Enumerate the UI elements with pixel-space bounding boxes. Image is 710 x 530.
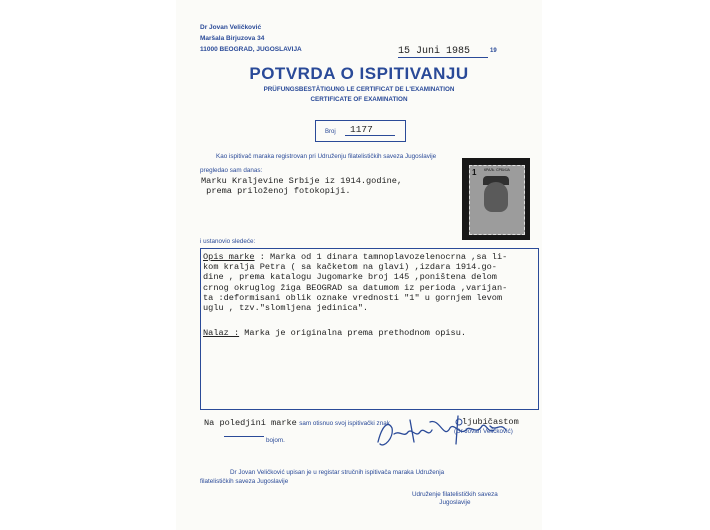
- signature-stroke: [378, 416, 506, 445]
- inspection-mark-icon: [456, 419, 462, 425]
- finding-text: Marka je originalna prema prethodnom opisu.: [239, 328, 467, 338]
- certificate-number: 1177: [350, 124, 373, 135]
- signer-name: (Dr Jovan Veličković): [454, 428, 513, 435]
- examined-subject: Marku Kraljevine Srbije iz 1914.godine, prema priloženoj fotokopiji.: [201, 176, 403, 196]
- color-line: [224, 436, 264, 437]
- established-label: i ustanovio sledeće:: [200, 238, 256, 245]
- bojom-label: bojom.: [266, 437, 285, 444]
- stamp-value: 1: [472, 168, 477, 177]
- intro-line-1: Kao ispitivač maraka registrovan pri Udruženju filatelističkih saveza Jugoslavije: [216, 153, 437, 160]
- stamp-portrait: [484, 182, 508, 212]
- title-en: CERTIFICATE OF EXAMINATION: [310, 96, 408, 103]
- description-text: : Marka od 1 dinara tamnoplavozelenocrna ,sa li- kom kralja Petra ( sa kačketom na glavi) ,izdara 1914.go- dine , prema katalogu Jugomarke broj 145 ,poništena delom crnog okruglog žiga BEOGRAD sa datumom iz perioda ,varijan- ta :deformisani oblik oznake vrednosti "1" u gornjem levom uglu , tzv."slomljena jedinica".: [203, 252, 508, 314]
- finding: [203, 328, 466, 338]
- title-de-fr: PRÜFUNGSBESTÄTIGUNG LE CERTIFICAT DE L'EXAMINATION: [263, 86, 455, 93]
- footer-org-2: Jugoslavije: [439, 499, 471, 506]
- footer-organization: [412, 491, 498, 507]
- back-typed: Na poledjini marke: [204, 418, 297, 428]
- intro-line-2: pregledao sam danas:: [200, 167, 263, 174]
- description-label: Opis marke: [203, 252, 255, 262]
- number-line: [345, 135, 395, 136]
- number-label: Broj: [325, 129, 336, 135]
- back-statement: [204, 417, 390, 428]
- footer-org-1: Udruženje filatelističkih saveza: [412, 491, 498, 498]
- sender-city: 11000 BEOGRAD, JUGOSLAVIJA: [200, 46, 302, 53]
- sender-street: Maršala Birjuzova 34: [200, 35, 265, 42]
- footer-line-2: filatelističkih saveza Jugoslavije: [200, 478, 289, 485]
- finding-label: Nalaz :: [203, 328, 240, 338]
- date-line: [398, 57, 488, 58]
- year-prefix: 19: [490, 48, 497, 54]
- stamp-text: КРАЉ. СРБИЈА: [484, 168, 510, 172]
- footer-line-1: Dr Jovan Veličković upisan je u registar stručnih ispitivača maraka Udruženja: [230, 469, 445, 476]
- back-printed: sam otisnuo svoj ispitivački znak: [299, 420, 390, 427]
- sender-name: Dr Jovan Veličković: [200, 24, 262, 31]
- handwritten-signature: [370, 412, 520, 454]
- ink-color: ljubičastom: [462, 417, 519, 427]
- issue-date: 15 Juni 1985: [398, 46, 471, 57]
- stamp-description: [203, 252, 507, 313]
- page-title: POTVRDA O ISPITIVANJU: [249, 64, 469, 83]
